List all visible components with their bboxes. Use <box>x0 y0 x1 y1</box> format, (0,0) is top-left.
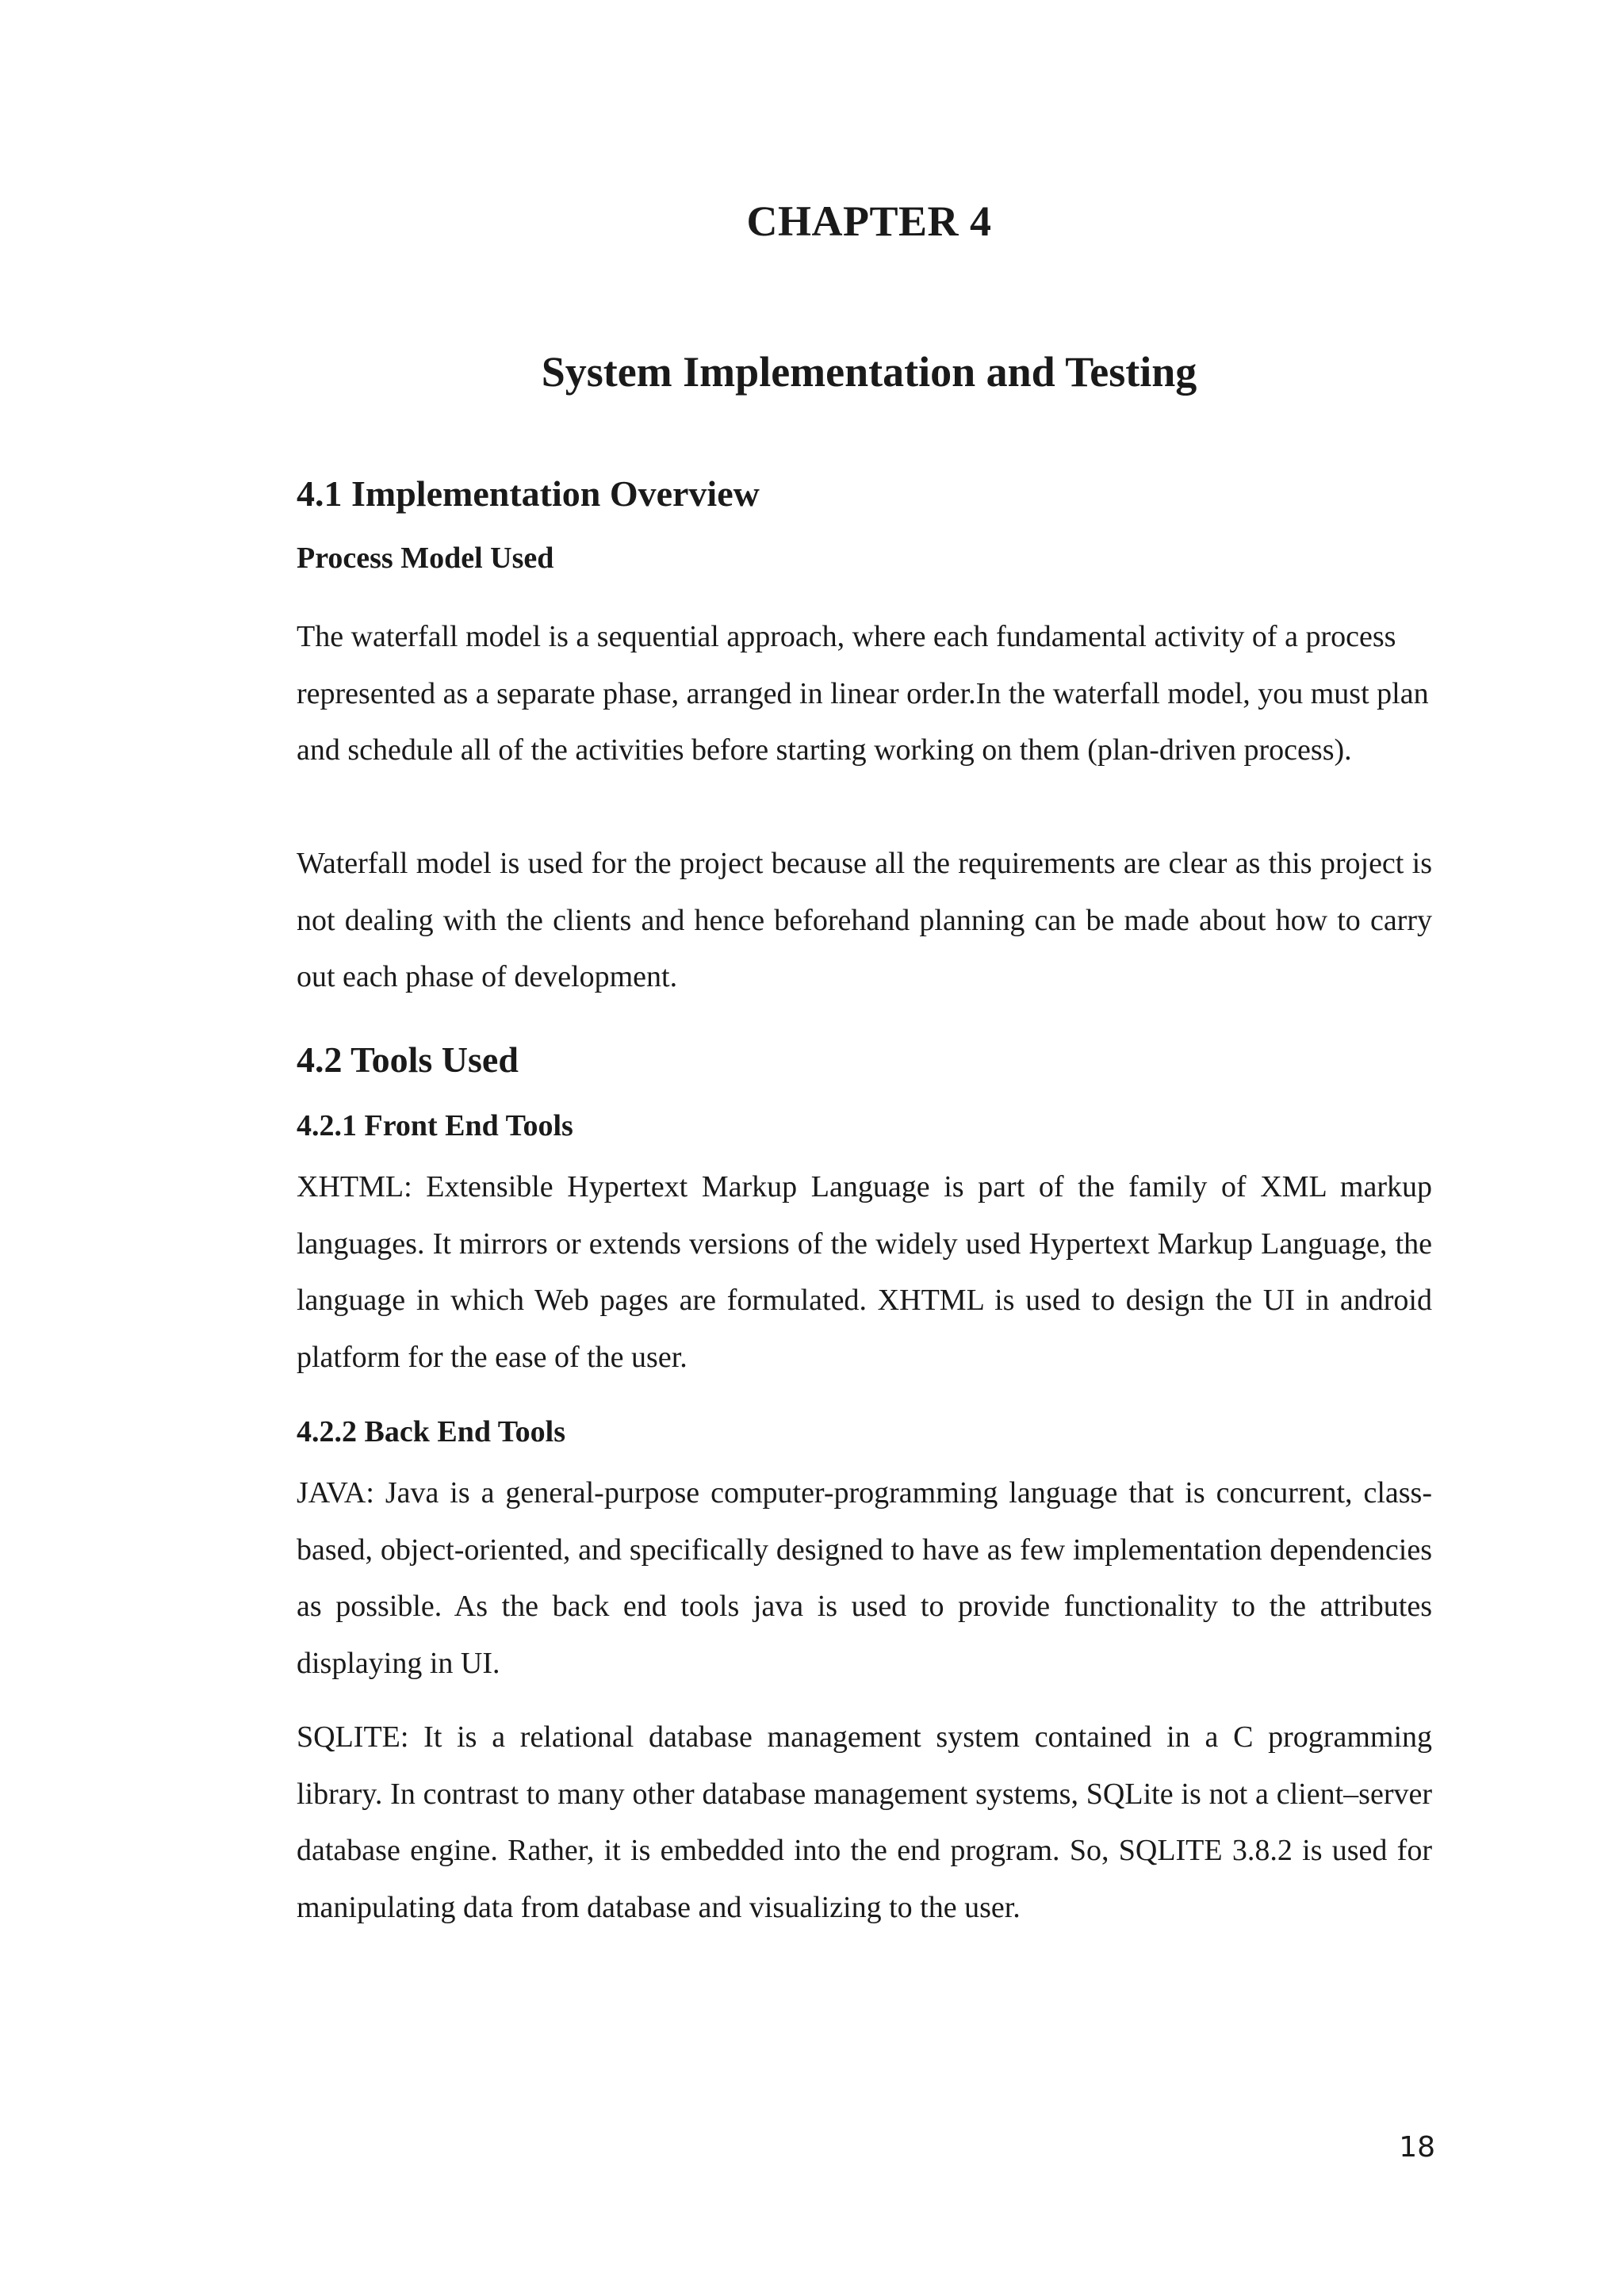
paragraph-waterfall-description: The waterfall model is a sequential approach, where each fundamental activity of a process represented as a separate phase, arranged in linear order.In the waterfall model, you must plan and schedule all of the activities before starting working on them (plan-driven process). <box>297 620 1429 767</box>
chapter-label: CHAPTER 4 <box>746 197 992 245</box>
paragraph-sqlite: SQLITE: It is a relational database management system contained in a C programming library. In contrast to many other database management systems, SQLite is not a client–server database engine. Rather, it is embedded into the end program. So, SQLITE 3.8.2 is used for manipulating data from database and visualizing to the user. <box>297 1720 1432 1924</box>
subheading-process-model: Process Model Used <box>297 541 554 575</box>
section-heading-tools-used: 4.2 Tools Used <box>297 1039 519 1080</box>
page-number: 18 <box>1399 2131 1435 2164</box>
paragraph-xhtml: XHTML: Extensible Hypertext Markup Language is part of the family of XML markup languages. It mirrors or extends versions of the widely used Hypertext Markup Language, the language in which Web pages are formulated. XHTML is used to design the UI in android platform for the ease of the user. <box>297 1170 1432 1374</box>
section-heading-implementation-overview: 4.1 Implementation Overview <box>297 473 760 514</box>
subheading-front-end-tools: 4.2.1 Front End Tools <box>297 1109 573 1142</box>
chapter-title: System Implementation and Testing <box>541 348 1197 396</box>
subheading-back-end-tools: 4.2.2 Back End Tools <box>297 1415 565 1448</box>
paragraph-waterfall-justification: Waterfall model is used for the project because all the requirements are clear as this project is not dealing with the clients and hence beforehand planning can be made about how to carry out each phase of development. <box>297 847 1432 993</box>
paragraph-java: JAVA: Java is a general-purpose computer-programming language that is concurrent, class-based, object-oriented, and specifically designed to have as few implementation dependencies as possible. As the back end tools java is used to provide functionality to the attributes displaying in UI. <box>297 1476 1432 1680</box>
